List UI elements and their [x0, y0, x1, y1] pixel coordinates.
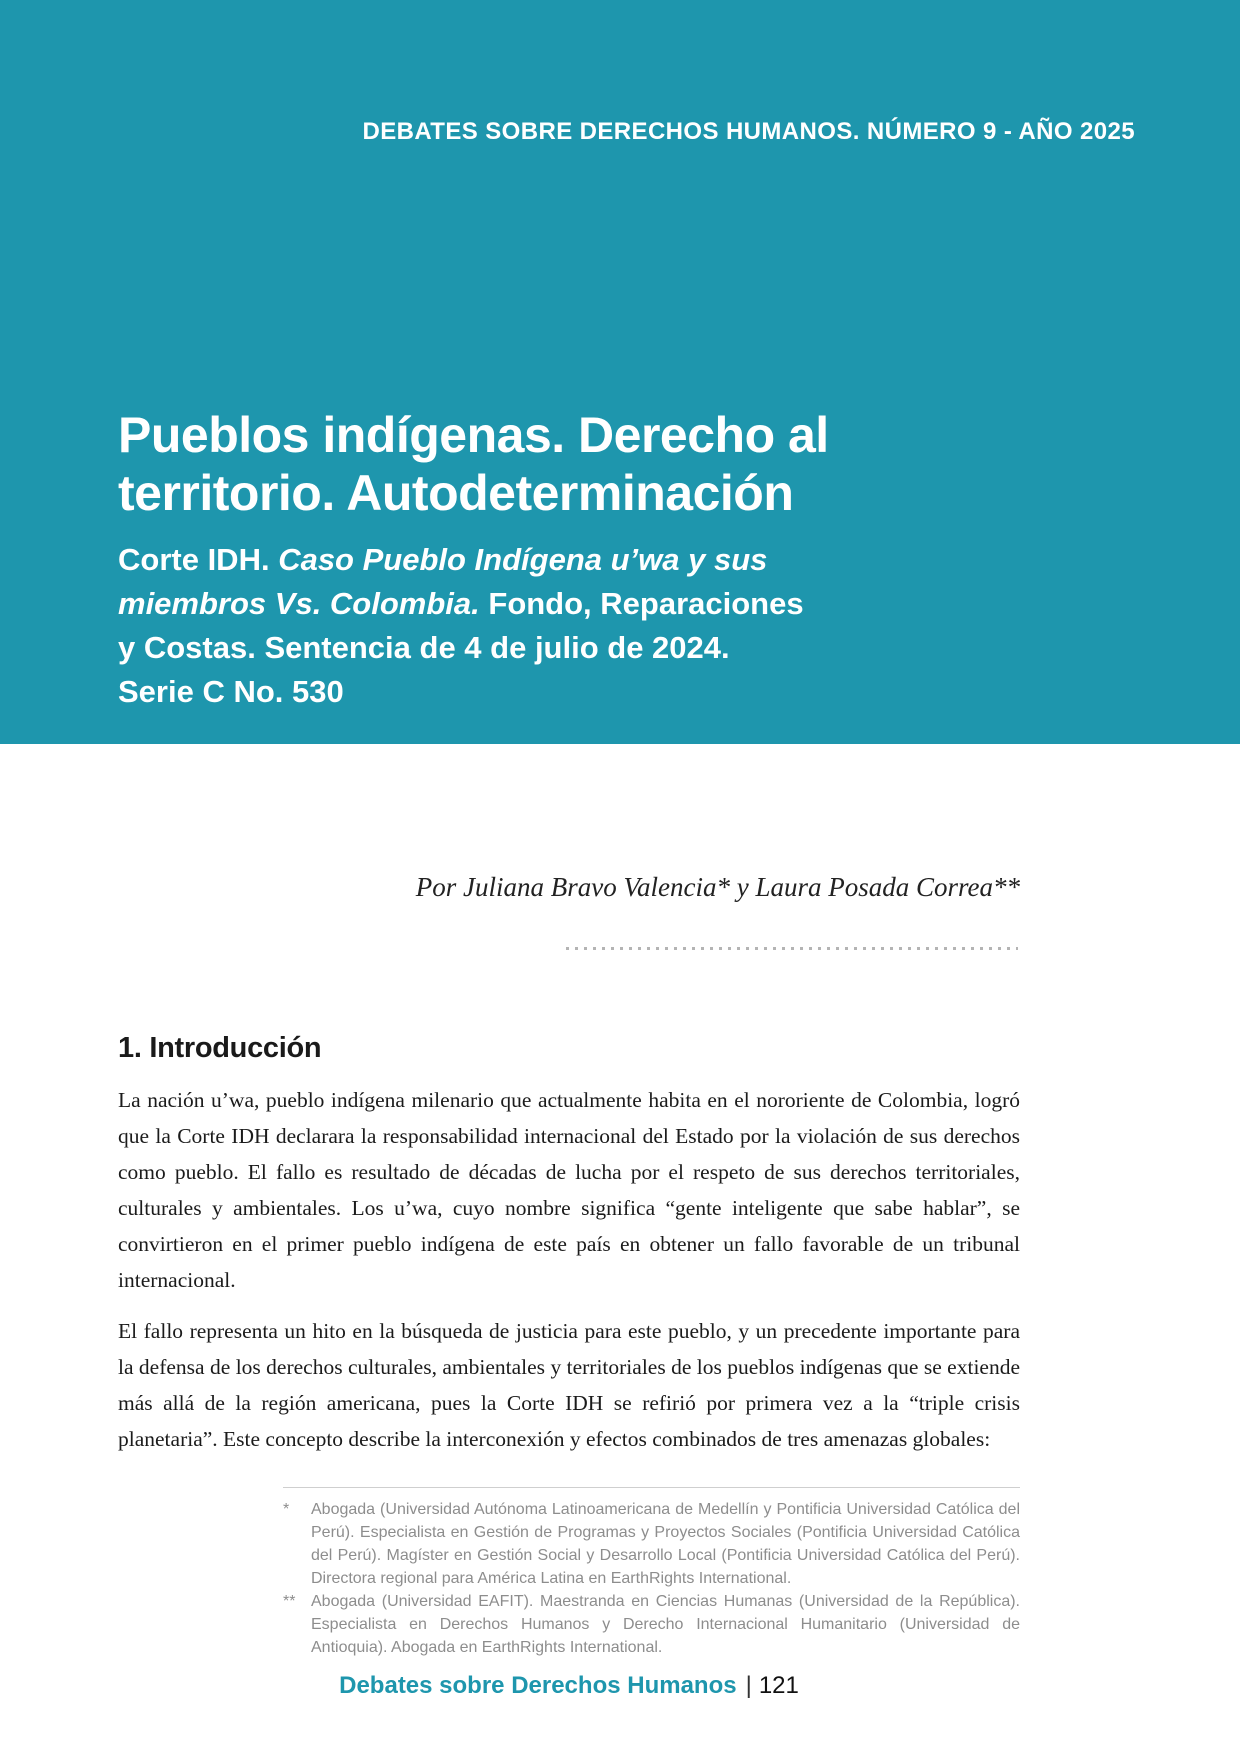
subtitle-text: Fondo, Reparaciones [479, 586, 804, 621]
article-title [118, 406, 829, 522]
section-heading: 1. Introducción [118, 1032, 322, 1064]
subtitle-line-3: y Costas. Sentencia de 4 de julio de 2024. [118, 630, 730, 665]
page-number: 121 [758, 1672, 799, 1699]
article-title-line2: territorio. Autodeterminación [118, 465, 794, 521]
byline-dotted-divider [566, 947, 1018, 950]
footnote-2-text: Abogada (Universidad EAFIT). Maestranda en Ciencias Humanas (Universidad de la República). Especialista en Derechos Humanos y Derecho Internacional Humanitario (Universidad de Antioquia). Abogada en EarthRights International. [311, 1593, 1020, 1656]
byline: Por Juliana Bravo Valencia* y Laura Posada Correa** [415, 872, 1020, 902]
footnotes [283, 1487, 1020, 1659]
footer-separator: | [745, 1672, 752, 1699]
footnote-1 [283, 1498, 1020, 1590]
article-body [118, 1030, 1020, 1457]
footnote-1-text: Abogada (Universidad Autónoma Latinoamericana de Medellín y Pontificia Universidad Católica del Perú). Especialista en Gestión de Programas y Proyectos Sociales (Pontificia Universidad Católica del Perú). Magíster en Gestión Social y Desarrollo Local (Pontificia Universidad Católica del Perú). Directora regional para América Latina en EarthRights International. [311, 1501, 1020, 1587]
page-footer [118, 1672, 1020, 1700]
footnote-1-marker: * [283, 1501, 290, 1518]
subtitle-text: Corte IDH. [118, 542, 279, 577]
issue-line: DEBATES SOBRE DERECHOS HUMANOS. NÚMERO 9 - AÑO 2025 [362, 118, 1135, 145]
subtitle-line-1 [118, 538, 804, 582]
paragraph-1: La nación u’wa, pueblo indígena milenario que actualmente habita en el nororiente de Colombia, logró que la Corte IDH declarara la responsabilidad internacional del Estado por la violación de sus derechos como pueblo. El fallo es resultado de décadas de lucha por el respeto de sus derechos territoriales, culturales y ambientales. Los u’wa, cuyo nombre significa “gente inteligente que sabe hablar”, se convirtieron en el primer pueblo indígena de este país en obtener un fallo favorable de un tribunal internacional. [118, 1088, 1020, 1292]
footnote-2-marker: ** [283, 1593, 296, 1610]
article-subtitle [118, 538, 804, 714]
subtitle-line-2 [118, 582, 804, 626]
journal-name: Debates sobre Derechos Humanos [339, 1672, 737, 1699]
subtitle-case-name: miembros Vs. Colombia. [118, 586, 480, 621]
article-title-line1: Pueblos indígenas. Derecho al [118, 407, 829, 463]
footnote-2 [283, 1590, 1020, 1659]
paragraph-2: El fallo representa un hito en la búsqueda de justicia para este pueblo, y un precedente importante para la defensa de los derechos culturales, ambientales y territoriales de los pueblos indígenas que se extiende más allá de la región americana, pues la Corte IDH se refirió por primera vez a la “triple crisis planetaria”. Este concepto describe la interconexión y efectos combinados de tres amenazas globales: [118, 1319, 1020, 1451]
teal-banner [0, 0, 1240, 744]
subtitle-case-name: Caso Pueblo Indígena u’wa y sus [278, 542, 768, 577]
subtitle-line-4: Serie C No. 530 [118, 674, 344, 709]
